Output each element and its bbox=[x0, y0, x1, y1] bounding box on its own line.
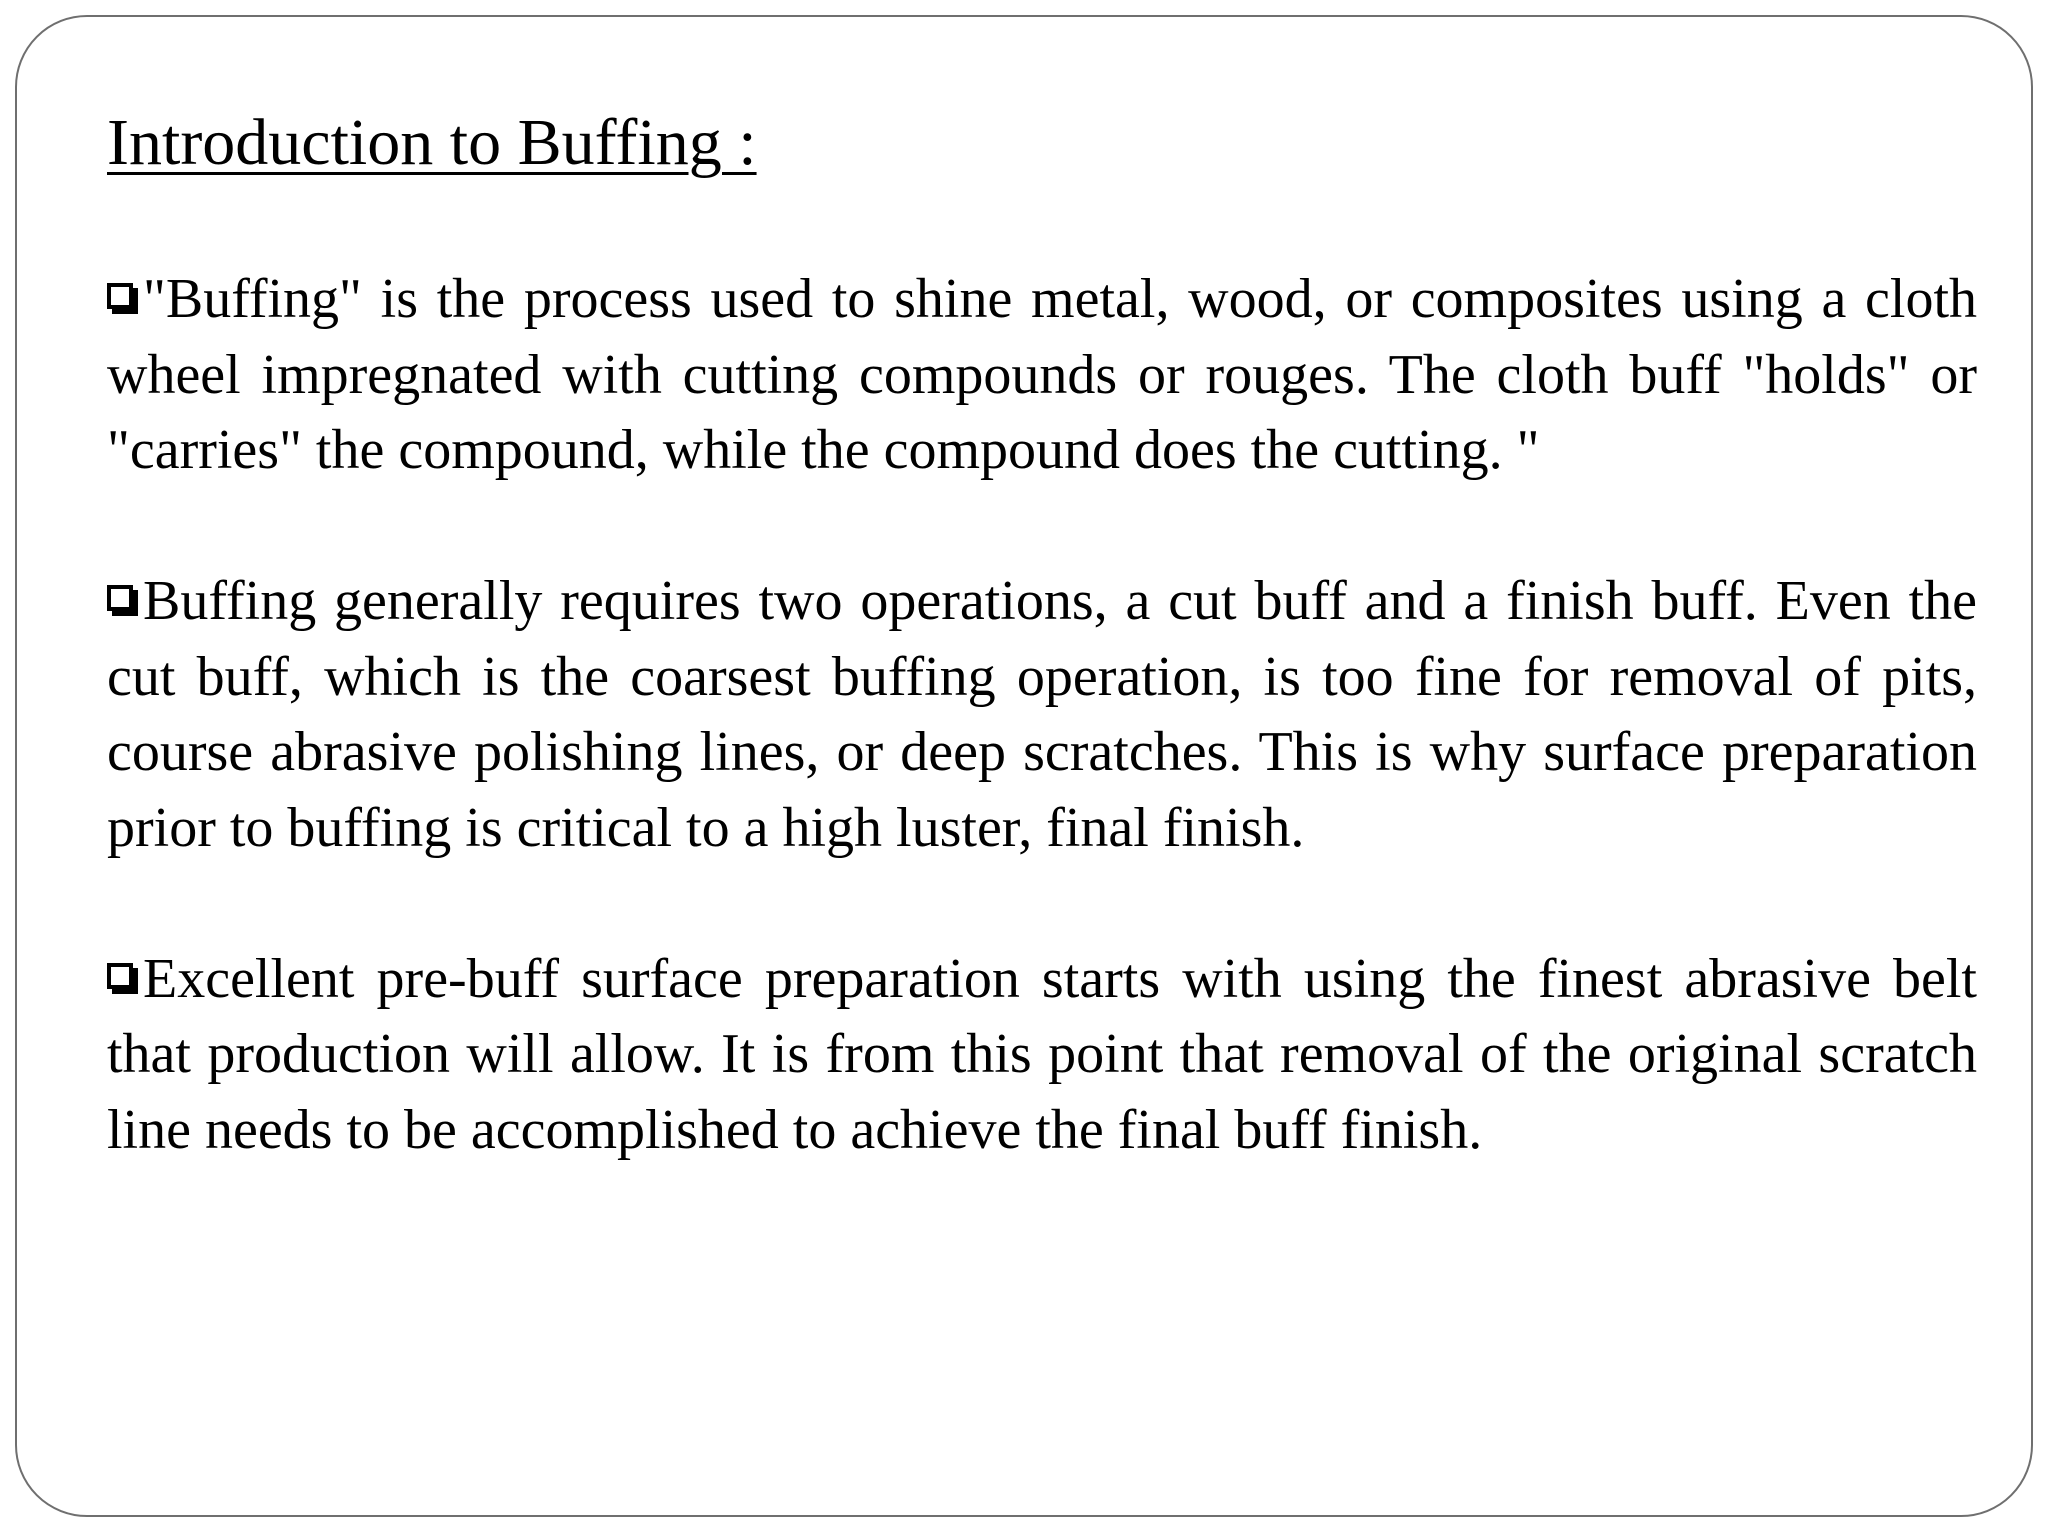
bullet-item-2 bbox=[107, 564, 1977, 866]
checkbox-icon bbox=[107, 963, 140, 996]
slide-frame bbox=[15, 15, 2033, 1517]
bullet-text-2: Buffing generally requires two operations, a cut buff and a finish buff. Even the cut buff, which is the coarsest buffing operation, is too fine for removal of pits, course abrasive polishing lines, or deep scratches. This is why surface preparation prior to buffing is critical to a high luster, final finish. bbox=[107, 570, 1977, 859]
bullet-text-3: Excellent pre-buff surface preparation starts with using the finest abrasive belt that production will allow. It is from this point that removal of the original scratch line needs to be accomplished to achieve the final buff finish. bbox=[107, 947, 1977, 1161]
checkbox-icon bbox=[107, 283, 140, 316]
checkbox-icon bbox=[107, 585, 140, 618]
slide-content bbox=[107, 262, 1977, 1244]
bullet-item-1 bbox=[107, 262, 1977, 489]
bullet-item-3 bbox=[107, 942, 1977, 1169]
bullet-text-1: "Buffing" is the process used to shine metal, wood, or composites using a cloth wheel impregnated with cutting compounds or rouges. The cloth buff "holds" or "carries" the compound, while the compound does the cutting. " bbox=[107, 268, 1977, 481]
slide-title: Introduction to Buffing : bbox=[107, 106, 757, 179]
